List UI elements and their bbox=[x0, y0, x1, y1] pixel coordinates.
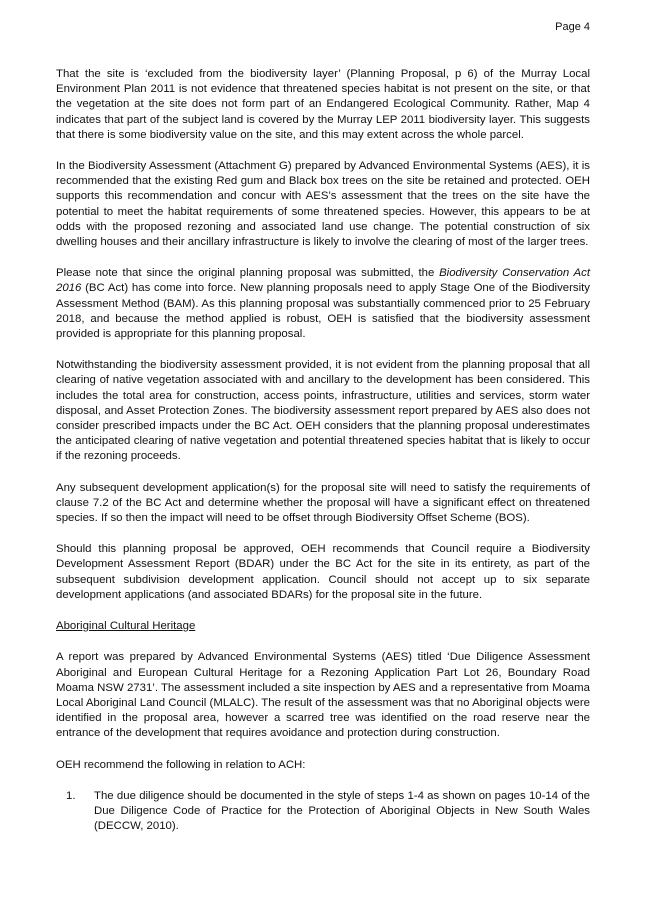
page-number: Page 4 bbox=[555, 21, 590, 33]
paragraph-biodiversity-assessment: In the Biodiversity Assessment (Attachment G) prepared by Advanced Environmental Systems (AES), it is recommended that the existing Red gum and Black box trees on the site be retained and protected. OEH supports this recommendation and concur with AES’s assessment that the trees on the site have the potential to meet the habitat requirements of some threatened species. However, this appears to be at odds with the proposed rezoning and associated land use change. The potential construction of six dwelling houses and their ancillary infrastructure is likely to involve the clearing of most of the larger trees. bbox=[56, 160, 590, 249]
list-item-number: 1. bbox=[66, 789, 76, 802]
list-item bbox=[66, 789, 590, 835]
section-heading-aboriginal-cultural-heritage: Aboriginal Cultural Heritage bbox=[56, 620, 196, 633]
paragraph-bdar-recommendation: Should this planning proposal be approved, OEH recommends that Council require a Biodiversity Development Assessment Report (BDAR) under the BC Act for the site in its entirety, as part of the subsequent subdivision development application. Council should not accept up to six separate development applications (and associated BDARs) for the proposal site in the future. bbox=[56, 543, 590, 601]
paragraph-ach-recommend: OEH recommend the following in relation to ACH: bbox=[56, 758, 306, 771]
paragraph-clearing-considered: Notwithstanding the biodiversity assessment provided, it is not evident from the planning proposal that all clearing of native vegetation associated with and ancillary to the development has been considered. This includes the total area for construction, access points, infrastructure, utilities and services, storm water disposal, and Asset Protection Zones. The biodiversity assessment report prepared by AES also does not consider prescribed impacts under the BC Act. OEH considers that the planning proposal underestimates the anticipated clearing of native vegetation and potential threatened species habitat that is likely to occur if the rezoning proceeds. bbox=[56, 359, 590, 463]
list-item-text: The due diligence should be documented in the style of steps 1-4 as shown on pages 10-14 of the Due Diligence Code of Practice for the Protection of Aboriginal Objects in New South Wales (DECCW, 2010). bbox=[94, 789, 590, 833]
paragraph-ach-report: A report was prepared by Advanced Environmental Systems (AES) titled ‘Due Diligence Assessment Aboriginal and European Cultural Heritage for a Rezoning Application Part Lot 26, Boundary Road Moama NSW 2731’. The assessment included a site inspection by AES and a representative from Moama Local Aboriginal Land Council (MLALC). The result of the assessment was that no Aboriginal objects were identified in the proposal area, however a scarred tree was identified on the road reserve near the entrance of the development that requires avoidance and protection during construction. bbox=[56, 651, 590, 740]
document-body bbox=[56, 67, 590, 834]
bc-act-text-after: (BC Act) has come into force. New planning proposals need to apply Stage One of the Biodiversity Assessment Method (BAM). As this planning proposal was substantially commenced prior to 25 February 2018, and because the method applied is robust, OEH is satisfied that the biodiversity assessment provided is appropriate for this planning proposal. bbox=[56, 282, 590, 341]
paragraph-biodiversity-layer: That the site is ‘excluded from the biodiversity layer’ (Planning Proposal, p 6) of the Murray Local Environment Plan 2011 is not evidence that threatened species habitat is not present on the site, or that the vegetation at the site does not form part of an Endangered Ecological Community. Rather, Map 4 indicates that part of the subject land is covered by the Murray LEP 2011 biodiversity layer. This suggests that there is some biodiversity value on the site, and this may extent across the whole parcel. bbox=[56, 68, 590, 141]
bc-act-title: Biodiversity Conservation Act 2016 bbox=[56, 267, 590, 295]
recommendation-list bbox=[56, 789, 590, 835]
bc-act-text-before: Please note that since the original planning proposal was submitted, the bbox=[56, 267, 440, 280]
paragraph-development-application: Any subsequent development application(s) for the proposal site will need to satisfy the requirements of clause 7.2 of the BC Act and determine whether the proposal will have a significant effect on threatened species. If so then the impact will need to be offset through Biodiversity Offset Scheme (BOS). bbox=[56, 481, 590, 525]
paragraph-bc-act bbox=[56, 266, 590, 342]
